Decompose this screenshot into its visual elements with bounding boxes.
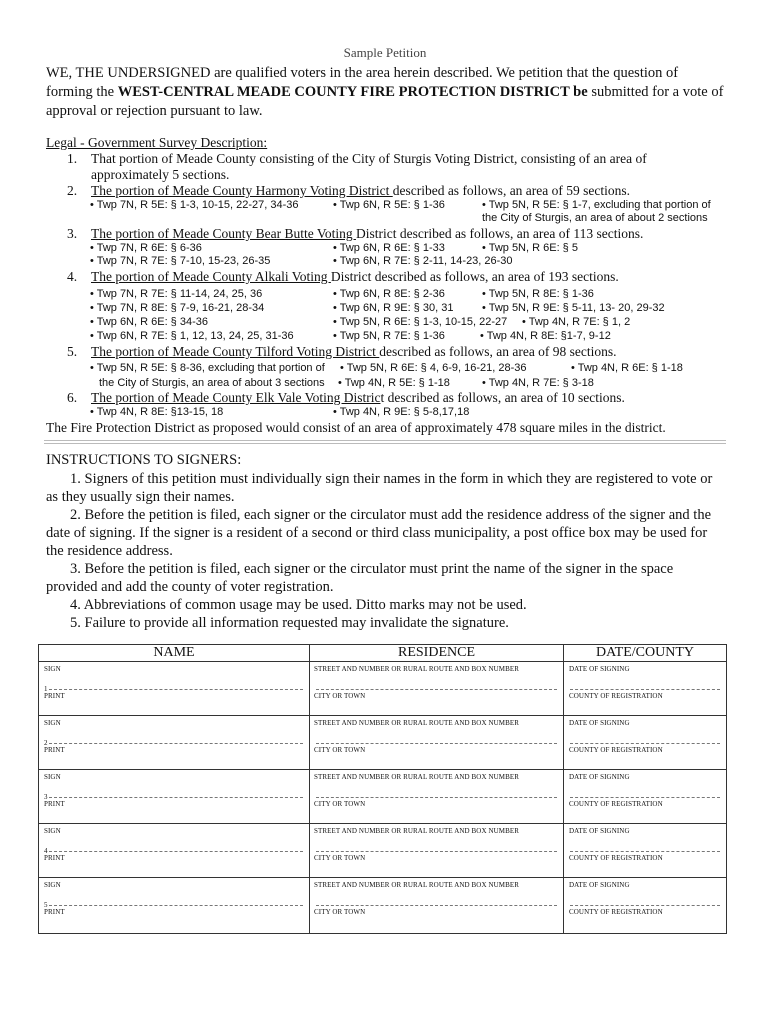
name-cell[interactable] [39,878,309,933]
print-label: PRINT [44,908,65,916]
bullet-item: • Twp 5N, R 7E: § 1-36 [333,330,445,342]
city-label: CITY OR TOWN [314,800,366,808]
bullet-item: • Twp 4N, R 7E: § 1, 2 [522,316,631,328]
bullet-item: • Twp 5N, R 9E: § 5-11, 13- 20, 29-32 [482,302,665,314]
sign-label: SIGN [44,719,61,727]
row-number: 3 [44,793,48,801]
petition-statement: WE, THE UNDERSIGNED are qualified voters in the area herein described. We petition that the question of forming the WEST-CENTRAL MEADE COUNTY FIRE PROTECTION DISTRICT be submitted for a vote of approval or rejection pursuant to law. [46,65,724,119]
name-cell[interactable] [39,770,309,823]
section-text: The portion of Meade County Tilford Voting District described as follows, an area of 98 sections. [91,344,617,359]
bullet-item: • Twp 4N, R 5E: § 1-18 [338,377,450,389]
print-label: PRINT [44,854,65,862]
section-text: The portion of Meade County Harmony Voting District described as follows, an area of 59 sections. [91,183,631,198]
signature-line [49,743,303,744]
bullet-item: • Twp 6N, R 9E: § 30, 31 [333,302,454,314]
date-county-cell[interactable] [564,716,726,769]
instruction-item: 1. Signers of this petition must individually sign their names in the form in which they are registered to vote or as they usually sign their names. [46,471,713,505]
street-label: STREET AND NUMBER OR RURAL ROUTE AND BOX NUMBER [314,773,519,781]
bullet-item: • Twp 5N, R 6E: § 5 [482,242,578,254]
section-number: 4. [67,269,78,284]
residence-cell[interactable] [310,662,563,715]
bullet-item: • Twp 5N, R 5E: § 8-36, excluding that portion of [90,362,325,374]
page-title: Sample Petition [343,45,427,60]
district-total: The Fire Protection District as proposed would consist of an area of approximately 478 square miles in the district. [46,420,666,435]
section-number: 6. [67,390,78,405]
bullet-item: • Twp 6N, R 8E: § 2-36 [333,288,445,300]
sign-label: SIGN [44,881,61,889]
table-row [39,878,727,934]
row-number: 4 [44,847,48,855]
instruction-item: 5. Failure to provide all information requested may invalidate the signature. [70,615,509,631]
bullet-item: • Twp 6N, R 7E: § 1, 12, 13, 24, 25, 31-36 [90,330,294,342]
bullet-item: • Twp 6N, R 6E: § 1-33 [333,242,445,254]
bullet-item: • Twp 7N, R 7E: § 7-10, 15-23, 26-35 [90,255,271,267]
row-number: 1 [44,685,48,693]
name-cell[interactable] [39,662,309,715]
bullet-item: • Twp 5N, R 6E: § 4, 6-9, 16-21, 28-36 [340,362,527,374]
divider [44,443,726,444]
date-label: DATE OF SIGNING [569,665,630,673]
signature-table [38,644,727,934]
bullet-item: • Twp 4N, R 6E: § 1-18 [571,362,683,374]
bullet-item: • Twp 7N, R 7E: § 11-14, 24, 25, 36 [90,288,263,300]
county-label: COUNTY OF REGISTRATION [569,908,663,916]
print-label: PRINT [44,800,65,808]
instruction-item: 2. Before the petition is filed, each signer or the circulator must add the residence address of the signer and the date of signing. If the signer is a resident of a second or third class municipality, a post office box may be used for the residence address. [46,507,712,559]
date-line [570,743,720,744]
section-text: That portion of Meade County consisting of the City of Sturgis Voting District, consisting of an area of [91,151,647,166]
bullet-item: • Twp 4N, R 9E: § 5-8,17,18 [333,406,470,418]
county-label: COUNTY OF REGISTRATION [569,800,663,808]
county-label: COUNTY OF REGISTRATION [569,692,663,700]
date-line [570,797,720,798]
bullet-item: the City of Sturgis, an area of about 2 sections [482,212,708,224]
instruction-item: 3. Before the petition is filed, each signer or the circulator must print the name of the signer in the space provided and add the county of voter registration. [46,561,674,595]
city-label: CITY OR TOWN [314,908,366,916]
street-label: STREET AND NUMBER OR RURAL ROUTE AND BOX NUMBER [314,827,519,835]
residence-column-header: RESIDENCE [310,645,564,662]
address-line [316,689,557,690]
signature-line [49,797,303,798]
section-text: The portion of Meade County Elk Vale Voting District described as follows, an area of 10 sections. [91,390,625,405]
legal-heading: Legal - Government Survey Description: [46,135,268,150]
date-label: DATE OF SIGNING [569,773,630,781]
bullet-item: • Twp 6N, R 6E: § 34-36 [90,316,208,328]
section-number: 3. [67,226,78,241]
street-label: STREET AND NUMBER OR RURAL ROUTE AND BOX NUMBER [314,881,519,889]
county-label: COUNTY OF REGISTRATION [569,854,663,862]
signature-line [49,905,303,906]
row-number: 2 [44,739,48,747]
date-line [570,689,720,690]
section-number: 2. [67,183,78,198]
residence-cell[interactable] [310,878,563,933]
address-line [316,905,557,906]
bullet-item: • Twp 7N, R 5E: § 1-3, 10-15, 22-27, 34-36 [90,199,299,211]
section-text: The portion of Meade County Alkali Voting District described as follows, an area of 193 sections. [91,269,619,284]
sign-label: SIGN [44,665,61,673]
sign-label: SIGN [44,827,61,835]
residence-cell[interactable] [310,770,563,823]
bullet-item: • Twp 5N, R 6E: § 1-3, 10-15, 22-27 [333,316,508,328]
date-label: DATE OF SIGNING [569,881,630,889]
signature-line [49,851,303,852]
name-column-header: NAME [39,645,310,662]
row-number: 5 [44,901,48,909]
table-row [39,662,727,716]
divider [44,440,726,441]
bullet-item: • Twp 5N, R 5E: § 1-7, excluding that portion of [482,199,711,211]
city-label: CITY OR TOWN [314,692,366,700]
date-label: DATE OF SIGNING [569,719,630,727]
section-text: The portion of Meade County Bear Butte Voting District described as follows, an area of 113 sections. [91,226,644,241]
bullet-item: • Twp 7N, R 8E: § 7-9, 16-21, 28-34 [90,302,265,314]
table-header-row [39,645,727,662]
sign-label: SIGN [44,773,61,781]
table-row [39,716,727,770]
city-label: CITY OR TOWN [314,854,366,862]
bullet-item: • Twp 4N, R 8E: §13-15, 18 [90,406,224,418]
date-county-cell[interactable] [564,878,726,933]
date-county-cell[interactable] [564,770,726,823]
date-county-column-header: DATE/COUNTY [564,645,727,662]
section-number: 5. [67,344,78,359]
instructions-heading: INSTRUCTIONS TO SIGNERS: [46,452,242,468]
section-text: approximately 5 sections. [91,167,230,182]
date-line [570,851,720,852]
bullet-item: the City of Sturgis, an area of about 3 sections [99,377,325,389]
bullet-item: • Twp 4N, R 8E: §1-7, 9-12 [480,330,611,342]
residence-cell[interactable] [310,716,563,769]
bullet-item: • Twp 6N, R 7E: § 2-11, 14-23, 26-30 [333,255,513,267]
city-label: CITY OR TOWN [314,746,366,754]
name-cell[interactable] [39,716,309,769]
address-line [316,743,557,744]
street-label: STREET AND NUMBER OR RURAL ROUTE AND BOX NUMBER [314,665,519,673]
print-label: PRINT [44,692,65,700]
address-line [316,851,557,852]
date-county-cell[interactable] [564,824,726,877]
table-row [39,770,727,824]
signature-line [49,689,303,690]
bullet-item: • Twp 4N, R 7E: § 3-18 [482,377,594,389]
bullet-item: • Twp 5N, R 8E: § 1-36 [482,288,594,300]
date-label: DATE OF SIGNING [569,827,630,835]
county-label: COUNTY OF REGISTRATION [569,746,663,754]
address-line [316,797,557,798]
residence-cell[interactable] [310,824,563,877]
instruction-item: 4. Abbreviations of common usage may be used. Ditto marks may not be used. [70,597,527,613]
date-county-cell[interactable] [564,662,726,715]
bullet-item: • Twp 7N, R 6E: § 6-36 [90,242,202,254]
print-label: PRINT [44,746,65,754]
street-label: STREET AND NUMBER OR RURAL ROUTE AND BOX NUMBER [314,719,519,727]
name-cell[interactable] [39,824,309,877]
section-number: 1. [67,151,78,166]
date-line [570,905,720,906]
table-row [39,824,727,878]
bullet-item: • Twp 6N, R 5E: § 1-36 [333,199,445,211]
